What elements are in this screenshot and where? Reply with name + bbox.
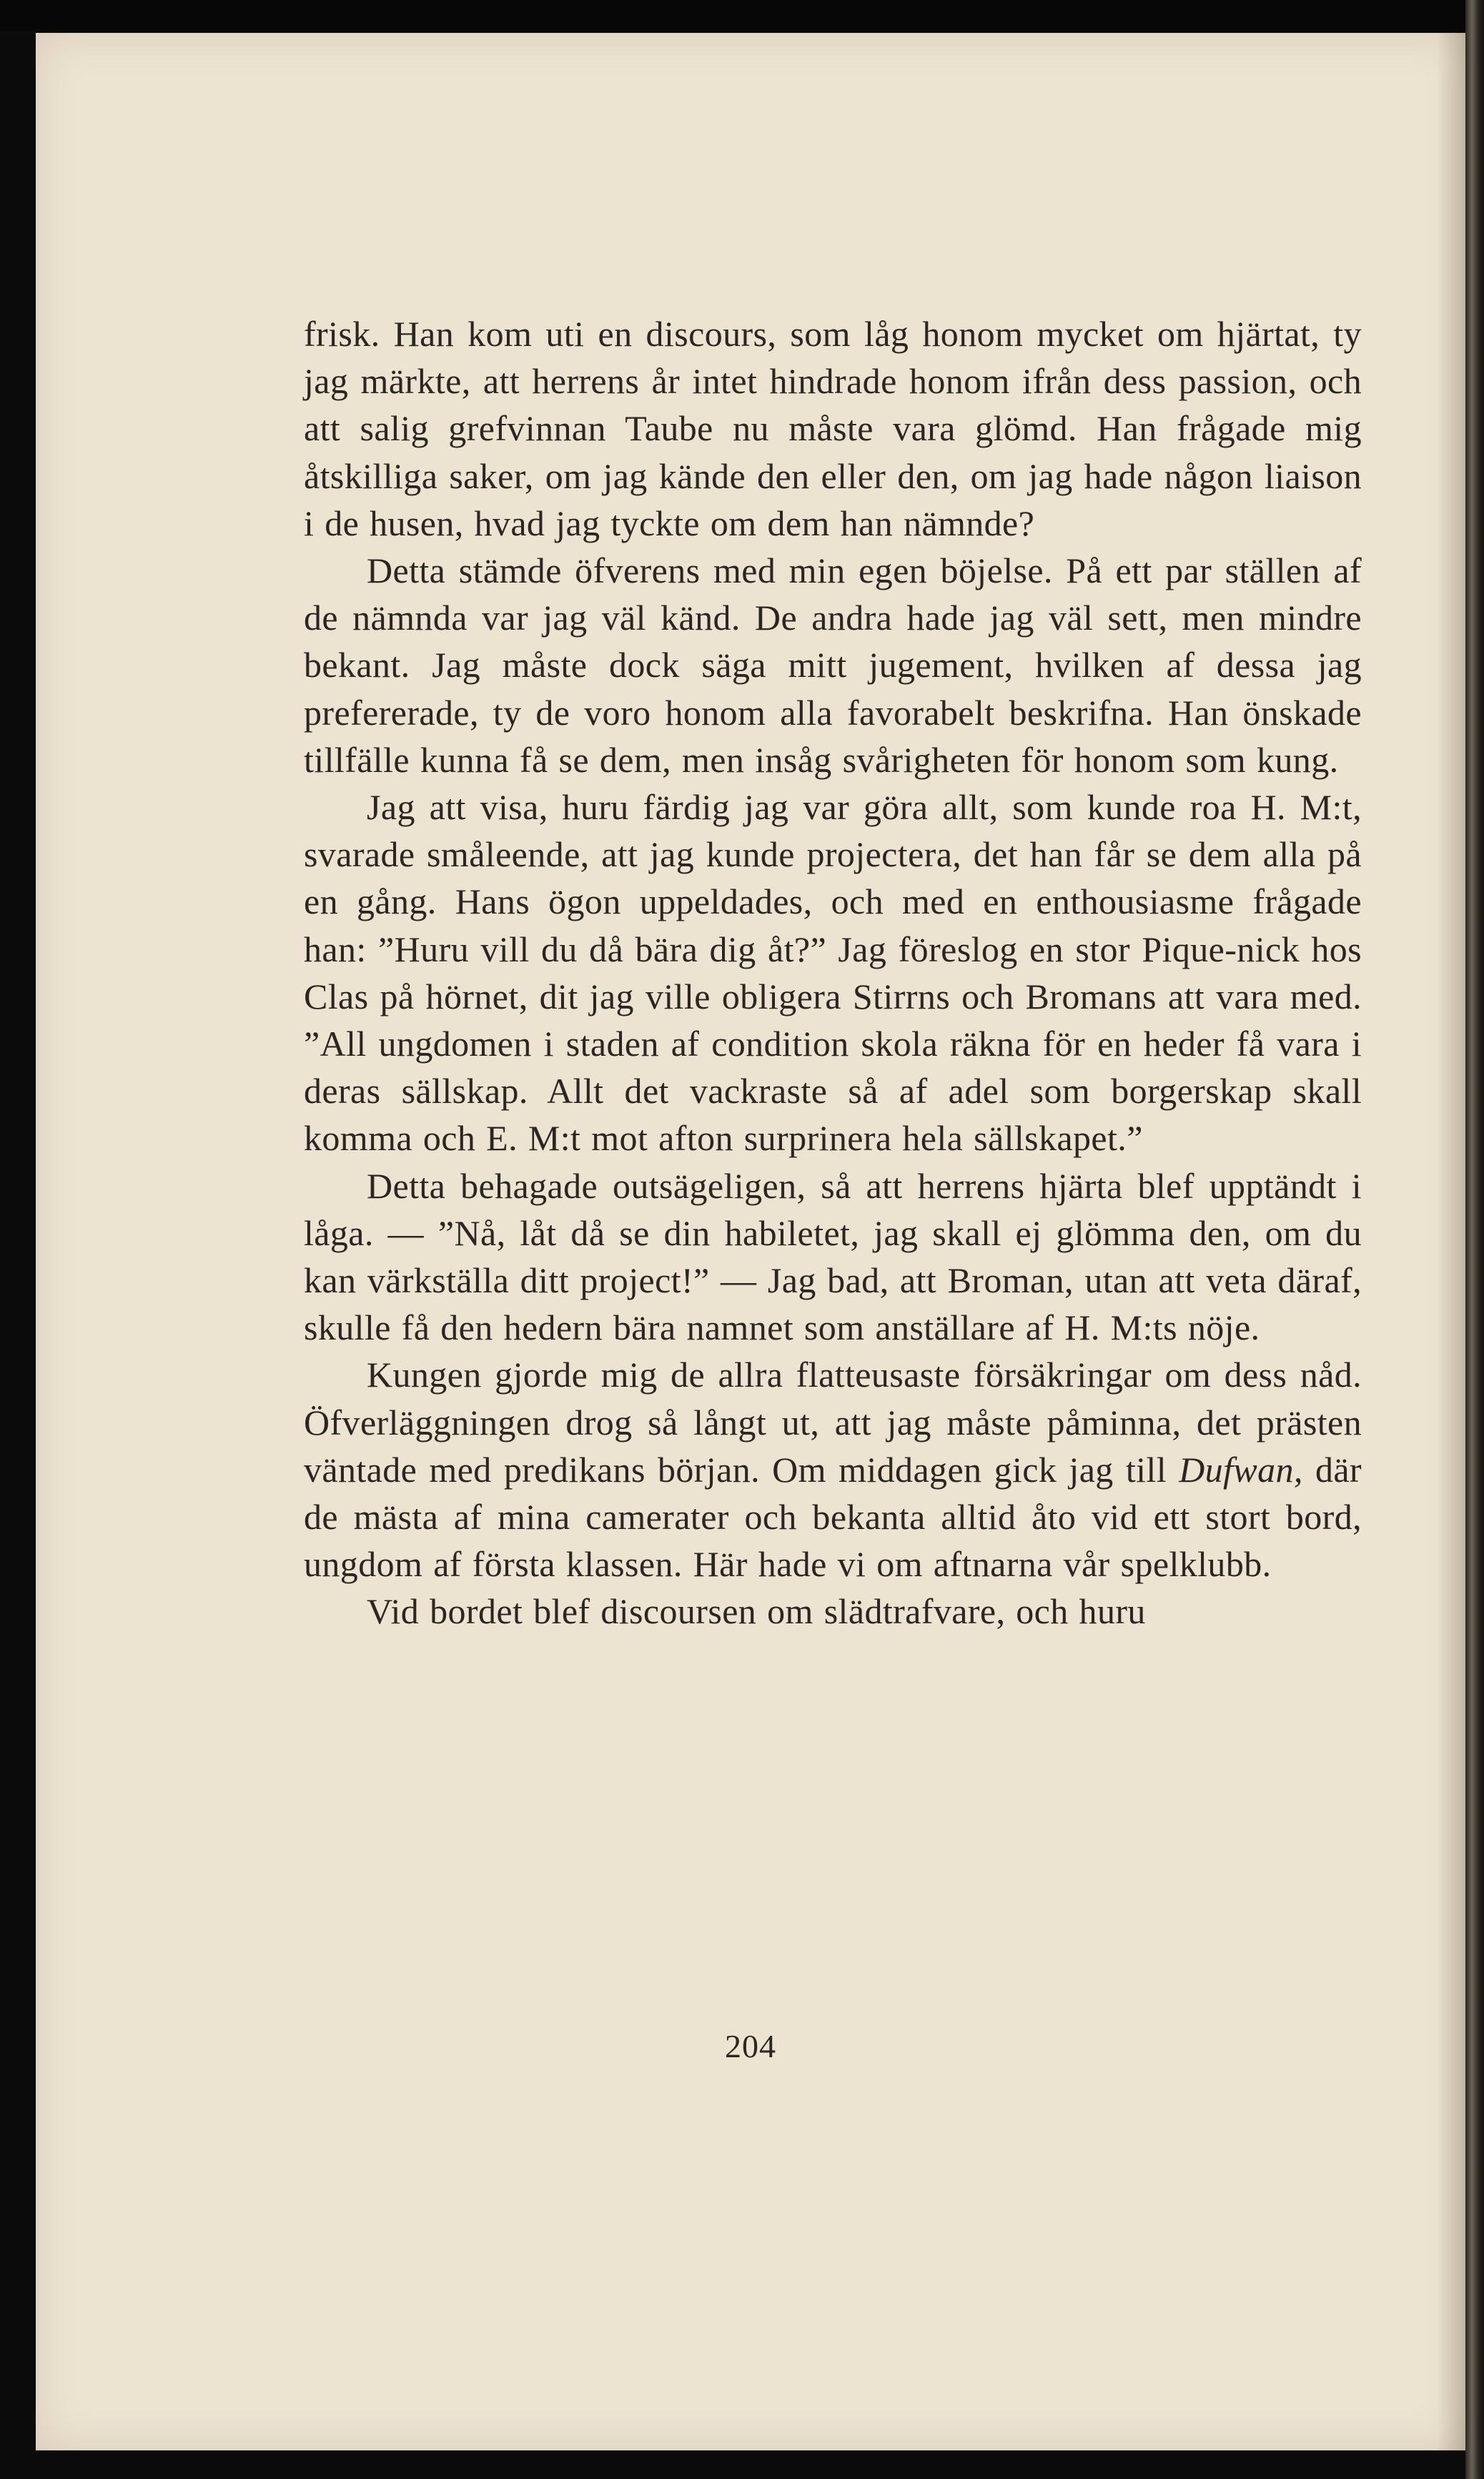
book-spine-edge bbox=[1465, 0, 1484, 2479]
body-text bbox=[304, 310, 1362, 1636]
paragraph-5-text-start: Kungen gjorde mig de allra flatteusaste försäkringar om dess nåd. Öfverläggningen drog så långt ut, att jag måste påminna, det prästen väntade med predikans början. Om middagen gick jag till bbox=[304, 1355, 1362, 1490]
book-cover-edge-top bbox=[0, 0, 1484, 31]
paragraph-5-text-end: där de mästa af mina camerater och bekanta alltid åto vid ett stort bord, ungdom af första klassen. Här hade vi om aftnarna vår spelklubb. bbox=[304, 1449, 1362, 1585]
paragraph-5 bbox=[304, 1351, 1362, 1588]
paragraph-4: Detta behagade outsägeligen, så att herrens hjärta blef upptändt i låga. — ”Nå, låt då se din habiletet, jag skall ej glömma den, om du kan värkställa ditt project!” — Jag bad, att Broman, utan att veta däraf, skulle få den hedern bära namnet som anställare af H. M:ts nöje. bbox=[304, 1165, 1362, 1348]
book-page bbox=[36, 33, 1465, 2450]
paragraph-5-italic-name: Dufwan, bbox=[1179, 1449, 1303, 1490]
paragraph-1: frisk. Han kom uti en discours, som låg honom mycket om hjärtat, ty jag märkte, att herrens år intet hindrade honom ifrån dess passion, och att salig grefvinnan Taube nu måste vara glömd. Han frågade mig åtskilliga saker, om jag kände den eller den, om jag hade någon liaison i de husen, hvad jag tyckte om dem han nämnde? bbox=[304, 314, 1362, 543]
paragraph-2: Detta stämde öfverens med min egen böjelse. På ett par ställen af de nämnda var jag väl känd. De andra hade jag väl sett, men mindre bekant. Jag måste dock säga mitt jugement, hvilken af dessa jag prefererade, ty de voro honom alla favorabelt beskrifna. Han önskade tillfälle kunna få se dem, men insåg svårigheten för honom som kung. bbox=[304, 550, 1362, 780]
page-number: 204 bbox=[725, 2028, 776, 2064]
paragraph-3: Jag att visa, huru färdig jag var göra allt, som kunde roa H. M:t, svarade småleende, att jag kunde projectera, det han får se dem alla på en gång. Hans ögon uppeldades, och med en enthousiasme frågade han: ”Huru vill du då bära dig åt?” Jag föreslog en stor Pique-nick hos Clas på hörnet, dit jag ville obligera Stirrns och Bromans att vara med. ”All ungdomen i staden af condition skola räkna för en heder få vara i deras sällskap. Allt det vackraste så af adel som borgerskap skall komma och E. M:t mot afton surprinera hela sällskapet.” bbox=[304, 787, 1362, 1159]
paragraph-6: Vid bordet blef discoursen om slädtrafvare, och huru bbox=[367, 1591, 1146, 1632]
